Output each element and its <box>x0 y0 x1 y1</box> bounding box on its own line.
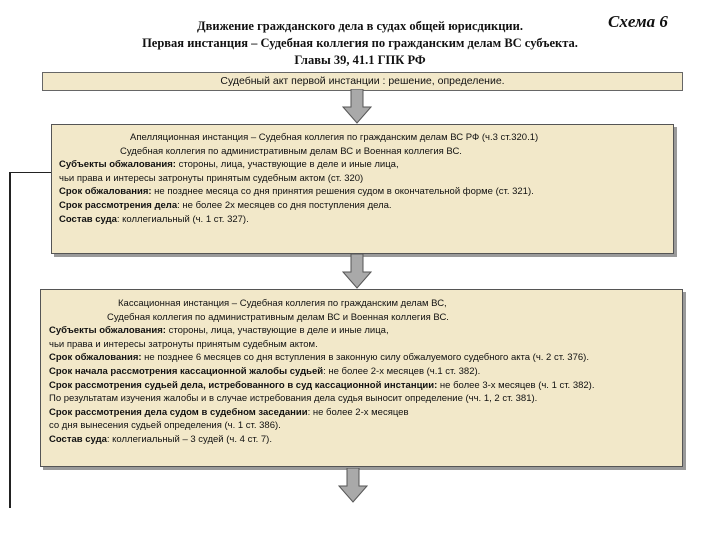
down-arrow-icon <box>341 89 373 124</box>
cassation-start-term: Срок начала рассмотрения кассационной жалобы судьей: не более 2-х месяцев (ч.1 ст. 382). <box>49 365 481 377</box>
appeal-review-term: Срок рассмотрения дела: не более 2х месяцев со дня поступления дела. <box>59 199 392 211</box>
cassation-composition: Состав суда: коллегиальный – 3 судей (ч. 4 ст. 7). <box>49 433 272 445</box>
cassation-subjects-2: чьи права и интересы затронуты принятым судебным актом. <box>49 338 318 350</box>
scheme-label: Схема 6 <box>608 12 668 31</box>
cassation-instance-box <box>40 289 683 467</box>
cassation-judge-review: Срок рассмотрения судьей дела, истребованного в суд кассационной инстанции: не более 3-х месяцев (ч. 1 ст. 382). <box>49 379 595 391</box>
cassation-session-term: Срок рассмотрения дела судом в судебном заседании: не более 2-х месяцев <box>49 406 409 418</box>
left-connector-horizontal <box>9 172 51 173</box>
appeal-heading-2: Судебная коллегия по административным делам ВС и Военная коллегия ВС. <box>120 145 462 157</box>
cassation-heading-2: Судебная коллегия по административным делам ВС и Военная коллегия ВС. <box>107 311 449 323</box>
down-arrow-icon <box>337 468 369 503</box>
appeal-composition: Состав суда: коллегиальный (ч. 1 ст. 327). <box>59 213 249 225</box>
appeal-instance-box <box>51 124 674 254</box>
cassation-session-term-2: со дня вынесения судьей определения (ч. 1 ст. 386). <box>49 420 281 432</box>
appeal-term: Срок обжалования: не позднее месяца со дня принятия решения судом в окончательной форме (ст. 321). <box>59 186 534 198</box>
appeal-subjects: Субъекты обжалования: стороны, лица, участвующие в деле и иные лица, <box>59 159 399 171</box>
appeal-subjects-2: чьи права и интересы затронуты принятым судебным актом (ст. 320) <box>59 172 364 184</box>
cassation-subjects: Субъекты обжалования: стороны, лица, участвующие в деле и иные лица, <box>49 325 389 337</box>
left-connector-vertical <box>9 172 11 508</box>
first-instance-act-bar: Судебный акт первой инстанции : решение, определение. <box>42 72 683 91</box>
cassation-heading: Кассационная инстанция – Судебная коллегия по гражданским делам ВС, <box>118 298 447 309</box>
title-line-3: Главы 39, 41.1 ГПК РФ <box>294 53 426 67</box>
down-arrow-icon <box>341 254 373 289</box>
cassation-term: Срок обжалования: не позднее 6 месяцев со дня вступления в законную силу обжалуемого судебного акта (ч. 2 ст. 376). <box>49 352 589 364</box>
cassation-result: По результатам изучения жалобы и в случае истребования дела судья выносит определение (чч. 1, 2 ст. 381). <box>49 393 538 405</box>
title-line-2: Первая инстанция – Судебная коллегия по гражданским делам ВС субъекта. <box>142 36 578 50</box>
title-line-1: Движение гражданского дела в судах общей юрисдикции. <box>197 19 523 33</box>
appeal-heading: Апелляционная инстанция – Судебная коллегия по гражданским делам ВС РФ (ч.3 ст.320.1) <box>130 132 539 143</box>
